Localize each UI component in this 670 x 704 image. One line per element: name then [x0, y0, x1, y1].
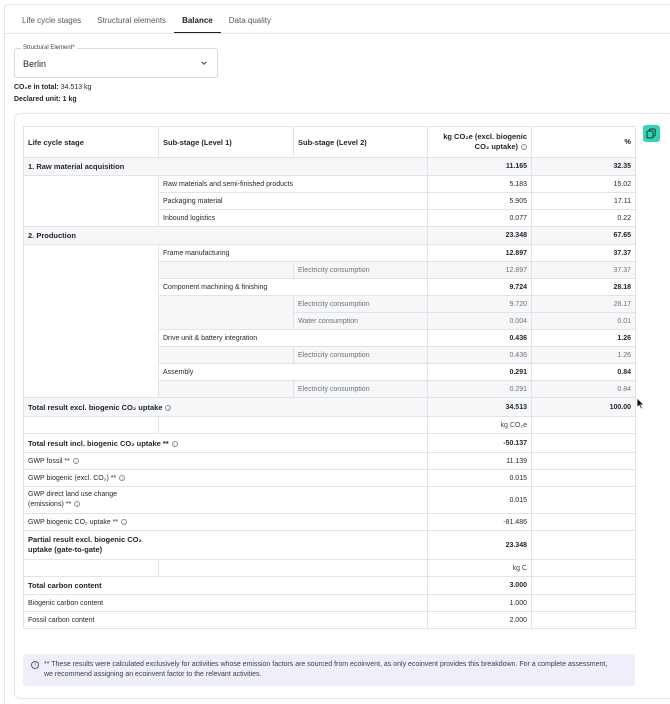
carbon-bio-row	[24, 595, 636, 612]
value-cell: 0.436	[428, 330, 532, 347]
gwp-luc-label-line1: GWP direct land use change	[28, 491, 117, 498]
percent-cell: 0.22	[532, 210, 636, 227]
ecoinvent-note	[23, 654, 635, 686]
percent-cell: 37.37	[532, 245, 636, 262]
co2e-total	[14, 84, 91, 91]
sub-stage-1-cell: Component machining & finishing	[159, 279, 428, 296]
gwp-uptake-row	[24, 514, 636, 531]
gwp-fossil-value: 11.139	[428, 453, 532, 470]
balance-table	[23, 126, 636, 629]
empty-cell	[532, 453, 636, 470]
tab-bar	[14, 11, 279, 33]
info-icon[interactable]: i	[74, 501, 80, 507]
value-cell: 0.004	[428, 313, 532, 330]
sub-stage-1-cell: Drive unit & battery integration	[159, 330, 428, 347]
declared-unit-label: Declared unit: 1 kg	[14, 96, 77, 103]
total-incl-value: -50.137	[428, 434, 532, 453]
structural-element-value: Berlin	[23, 59, 47, 69]
structural-element-label: Structural Element*	[23, 45, 75, 51]
sub-stage-2-cell: Water consumption	[294, 313, 428, 330]
value-cell: 0.291	[428, 364, 532, 381]
sub-stage-1-cell: Inbound logistics	[159, 210, 428, 227]
empty-cell	[532, 434, 636, 453]
partial-result-label-line2: uptake (gate-to-gate)	[28, 545, 103, 554]
empty-cell	[532, 577, 636, 595]
empty-cell	[532, 487, 636, 514]
gwp-uptake-label-cell	[24, 514, 428, 531]
total-excl-label: Total result excl. biogenic CO₂ uptake	[28, 402, 163, 412]
carbon-total-value: 3.000	[428, 577, 532, 595]
total-incl-row	[24, 434, 636, 453]
sub-stage-1-cell-empty	[159, 381, 294, 398]
copy-icon	[646, 128, 657, 139]
percent-cell: 0.84	[532, 364, 636, 381]
gwp-biogenic-row	[24, 470, 636, 487]
gwp-luc-value: 0.015	[428, 487, 532, 514]
sub-stage-1-cell: Raw materials and semi-finished products	[159, 176, 428, 193]
info-icon[interactable]: i	[121, 519, 127, 525]
value-cell: 0.291	[428, 381, 532, 398]
table-row	[24, 176, 636, 193]
empty-cell	[532, 612, 636, 629]
tab-life-cycle-stages[interactable]: Life cycle stages	[22, 16, 82, 25]
gwp-luc-label-cell	[24, 487, 428, 514]
total-incl-label-cell	[24, 434, 428, 453]
value-cell: 11.165	[428, 158, 532, 176]
percent-cell: 15.02	[532, 176, 636, 193]
empty-cell	[24, 560, 159, 577]
gwp-fossil-label: GWP fossil **	[28, 457, 70, 465]
partial-result-label-cell	[24, 531, 428, 560]
percent-cell: 37.37	[532, 262, 636, 279]
header-life-cycle-stage: Life cycle stage	[24, 127, 159, 158]
total-incl-label: Total result incl. biogenic CO₂ uptake **	[28, 438, 169, 448]
header-sub-stage-2: Sub-stage (Level 2)	[294, 127, 428, 158]
header-kg-co2e-line2: CO₂ uptake)	[474, 142, 518, 151]
sub-stage-1-cell-empty	[159, 262, 294, 279]
info-icon[interactable]: i	[119, 475, 125, 481]
sub-stage-2-cell: Electricity consumption	[294, 296, 428, 313]
co2e-total-value: 34.513 kg	[60, 84, 92, 91]
partial-result-label-line1: Partial result excl. biogenic CO₂	[28, 535, 142, 544]
percent-cell: 1.26	[532, 330, 636, 347]
gwp-fossil-label-cell	[24, 453, 428, 470]
carbon-fossil-label: Fossil carbon content	[24, 612, 428, 629]
empty-cell	[159, 417, 428, 434]
info-icon: i	[31, 661, 39, 669]
header-percent: %	[532, 127, 636, 158]
stage-cell-empty	[24, 176, 159, 227]
sub-stage-2-cell: Electricity consumption	[294, 347, 428, 364]
gwp-luc-row	[24, 487, 636, 514]
gwp-biogenic-label-cell	[24, 470, 428, 487]
empty-cell	[532, 417, 636, 434]
copy-button[interactable]	[643, 125, 660, 142]
empty-cell	[24, 417, 159, 434]
sub-stage-1-cell: Frame manufacturing	[159, 245, 428, 262]
sub-stage-1-cell-empty	[159, 296, 294, 330]
value-cell: 0.436	[428, 347, 532, 364]
header-sub-stage-1: Sub-stage (Level 1)	[159, 127, 294, 158]
value-cell: 5.183	[428, 176, 532, 193]
note-text	[44, 660, 629, 680]
percent-cell: 0.84	[532, 381, 636, 398]
carbon-bio-label: Biogenic carbon content	[24, 595, 428, 612]
stage-cell: 1. Raw material acquisition	[24, 158, 428, 176]
gwp-biogenic-label: GWP biogenic (excl. CO₂) **	[28, 474, 117, 482]
percent-cell: 67.65	[532, 227, 636, 245]
percent-cell: 32.35	[532, 158, 636, 176]
unit-c-cell: kg C	[428, 560, 532, 577]
stage-cell: 2. Production	[24, 227, 428, 245]
note-line2: we recommend assigning an ecoinvent factor to the relevant activities.	[44, 671, 262, 678]
structural-element-select[interactable]	[14, 45, 218, 78]
value-cell: 9.720	[428, 296, 532, 313]
header-kg-co2e-line1: kg CO₂e (excl. biogenic	[443, 132, 527, 141]
table-row	[24, 227, 636, 245]
value-cell: 23.348	[428, 227, 532, 245]
total-excl-label-cell	[24, 398, 428, 417]
sub-stage-2-cell: Electricity consumption	[294, 262, 428, 279]
percent-cell: 28.17	[532, 296, 636, 313]
info-icon[interactable]: i	[73, 458, 79, 464]
value-cell: 0.077	[428, 210, 532, 227]
percent-cell: 17.11	[532, 193, 636, 210]
gwp-uptake-label: GWP biogenic CO₂ uptake **	[28, 518, 119, 526]
total-excl-value: 34.513	[428, 398, 532, 417]
tab-balance[interactable]: Balance	[174, 11, 221, 33]
percent-cell: 28.18	[532, 279, 636, 296]
co2e-total-label: CO₂e in total:	[14, 84, 59, 91]
sub-stage-1-cell: Packaging material	[159, 193, 428, 210]
carbon-fossil-value: 2.000	[428, 612, 532, 629]
table-row	[24, 245, 636, 262]
value-cell: 9.724	[428, 279, 532, 296]
value-cell: 5.905	[428, 193, 532, 210]
gwp-luc-label-line2: (emissions) **	[28, 501, 72, 508]
partial-result-value: 23.348	[428, 531, 532, 560]
sub-stage-1-cell-empty	[159, 347, 294, 364]
cursor-icon	[636, 397, 645, 410]
stage-cell-empty	[24, 245, 159, 398]
total-excl-percent: 100.00	[532, 398, 636, 417]
chevron-down-icon	[200, 59, 208, 67]
partial-result-row	[24, 531, 636, 560]
value-cell: 12.897	[428, 245, 532, 262]
table-row	[24, 158, 636, 176]
sub-stage-2-cell: Electricity consumption	[294, 381, 428, 398]
empty-cell	[532, 595, 636, 612]
sub-stage-1-cell: Assembly	[159, 364, 428, 381]
unit-co2e-cell: kg CO₂e	[428, 417, 532, 434]
info-icon[interactable]: i	[172, 441, 178, 447]
declared-unit	[14, 96, 77, 103]
unit-row	[24, 560, 636, 577]
table-header-row	[24, 127, 636, 158]
carbon-total-row	[24, 577, 636, 595]
percent-cell: 1.26	[532, 347, 636, 364]
empty-cell	[159, 560, 428, 577]
gwp-biogenic-value: 0.015	[428, 470, 532, 487]
info-icon[interactable]: i	[521, 144, 527, 150]
tab-structural-elements[interactable]: Structural elements	[97, 16, 167, 25]
tab-divider	[5, 33, 670, 34]
gwp-uptake-value: -81.486	[428, 514, 532, 531]
empty-cell	[532, 531, 636, 560]
note-line1: ** These results were calculated exclusively for activities whose emission factors are sourced from ecoinvent, as only ecoinvent provides this breakdown. For a complete assessment,	[44, 661, 608, 668]
total-excl-row	[24, 398, 636, 417]
empty-cell	[532, 514, 636, 531]
value-cell: 12.897	[428, 262, 532, 279]
header-kg-co2e	[428, 127, 532, 158]
carbon-fossil-row	[24, 612, 636, 629]
empty-cell	[532, 560, 636, 577]
carbon-bio-value: 1.000	[428, 595, 532, 612]
gwp-fossil-row	[24, 453, 636, 470]
empty-cell	[532, 470, 636, 487]
info-icon[interactable]: i	[165, 405, 171, 411]
percent-cell: 0.01	[532, 313, 636, 330]
carbon-total-label: Total carbon content	[24, 577, 428, 595]
tab-data-quality[interactable]: Data quality	[228, 16, 271, 25]
unit-row	[24, 417, 636, 434]
